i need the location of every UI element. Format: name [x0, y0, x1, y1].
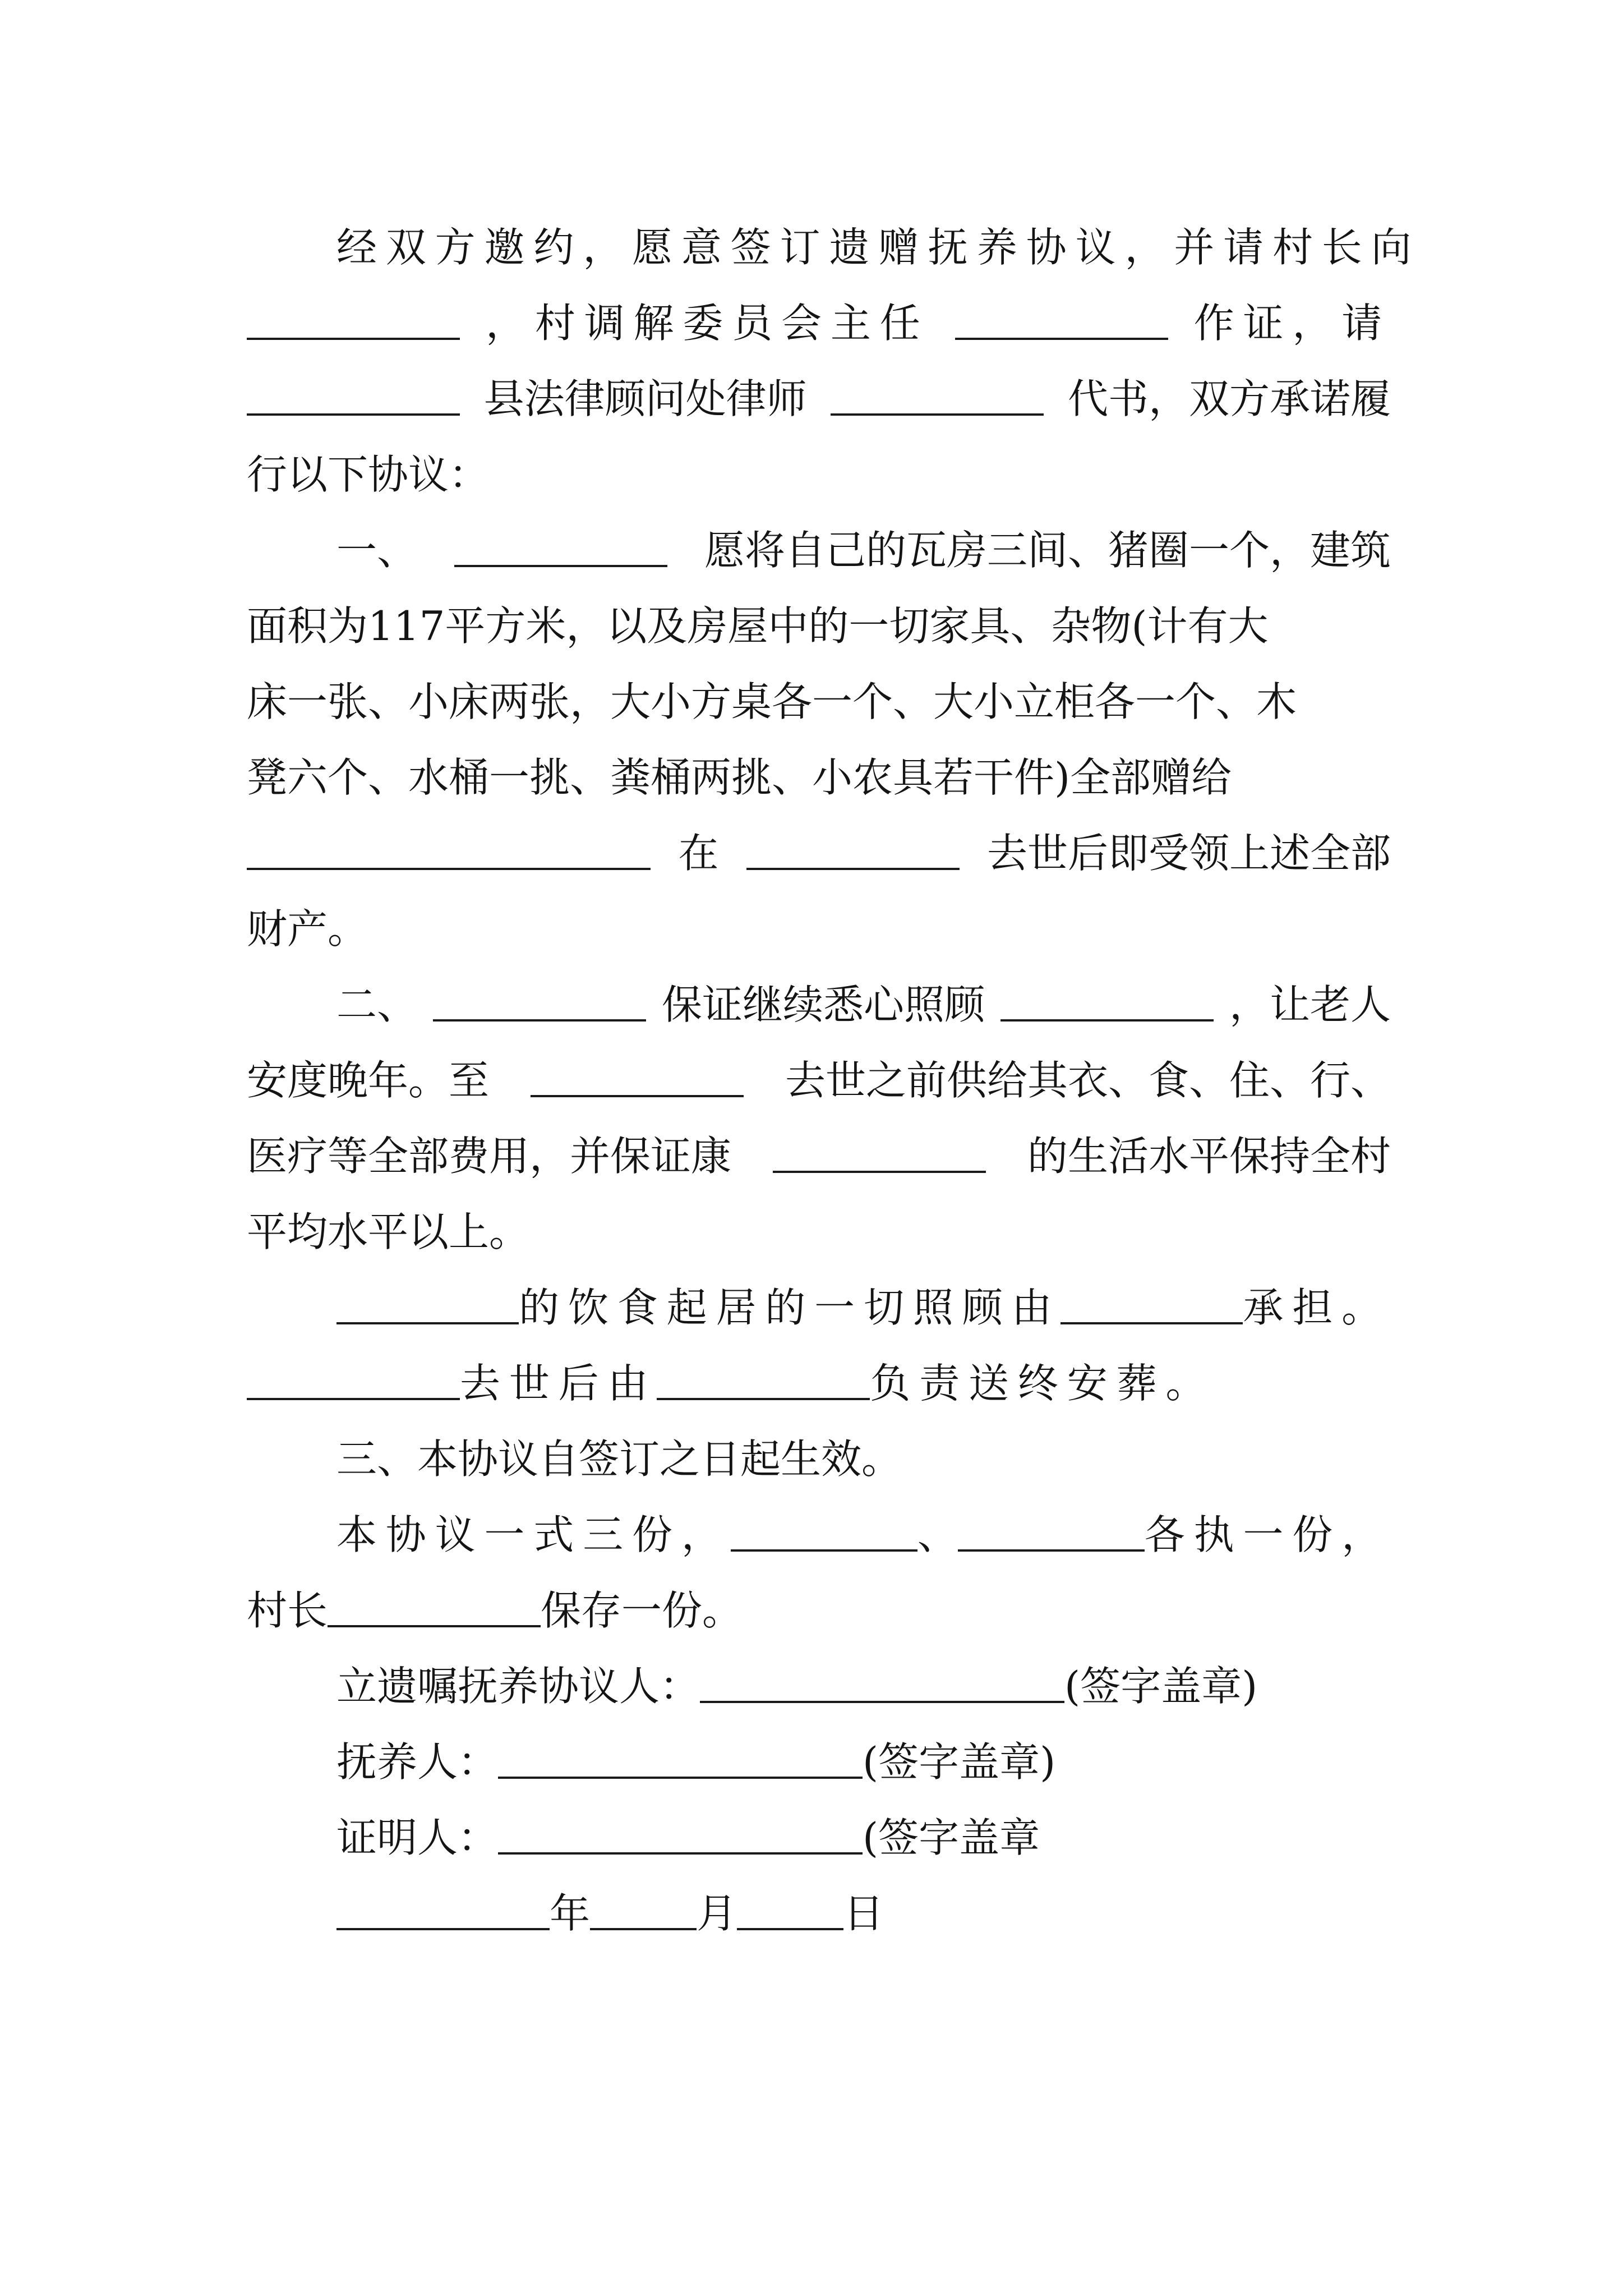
day-label: 日: [843, 1890, 884, 1937]
blank-line: [773, 1133, 986, 1173]
text: 医疗等全部费用，并保证康: [247, 1133, 732, 1180]
text: 凳六个、水桶一挑、粪桶两挑、小农具若干件)全部赠给: [247, 754, 1232, 801]
blank-line: [247, 375, 460, 416]
blank-line: [433, 981, 646, 1022]
p3-line-2: [247, 1038, 1391, 1116]
supporter-label: 抚养人：: [336, 1738, 499, 1786]
text: 经双方邀约，愿意签订遗赠抚养协议，并请村长向: [336, 224, 1421, 271]
blank-line: [247, 300, 460, 340]
text: 财产。: [247, 905, 368, 953]
p6-line-2: [247, 1568, 1391, 1646]
text: 在: [678, 830, 719, 877]
text: 作证，请: [1193, 300, 1391, 347]
p2-line-3: [247, 659, 1391, 738]
text: 二、: [336, 981, 418, 1028]
p4-line-2: [247, 1341, 1391, 1419]
text: 保证继续悉心照顾: [661, 981, 985, 1028]
blank-line: [731, 1511, 917, 1552]
blank-line: [831, 375, 1044, 416]
text: 、: [917, 1511, 958, 1558]
text: 承担。: [1243, 1284, 1391, 1331]
blank-line: [247, 1360, 460, 1400]
text: 县法律顾问处律师: [483, 375, 807, 422]
text: 愿将自己的瓦房三间、猪圈一个，建筑: [704, 527, 1391, 574]
text: ，村调解委员会主任: [486, 300, 929, 347]
witness-suffix: (签字盖章: [863, 1814, 1040, 1861]
p2-line-6: [247, 886, 1391, 965]
p3-line-1: [336, 962, 1391, 1041]
blank-line: [247, 830, 651, 870]
witness-label: 证明人：: [336, 1814, 499, 1861]
blank-line: [657, 1360, 870, 1400]
p2-line-1: [336, 508, 1391, 586]
p1-line-1: [336, 205, 1421, 283]
signature-blank: [700, 1663, 1064, 1703]
text: 安度晚年。至: [247, 1057, 490, 1104]
text: 去世后由: [460, 1360, 657, 1407]
signature-witness: [336, 1795, 1391, 1874]
text: 村长: [247, 1587, 328, 1634]
p1-line-3: [247, 356, 1391, 435]
p4-line-1: [336, 1265, 1391, 1343]
blank-line: [328, 1587, 541, 1627]
blank-line: [531, 1057, 744, 1097]
blank-line: [955, 300, 1168, 340]
text: 去世后即受领上述全部: [986, 830, 1391, 877]
supporter-suffix: (签字盖章): [863, 1738, 1056, 1786]
text: 平均水平以上。: [247, 1208, 530, 1255]
text: 面积为117平方米，以及房屋中的一切家具、杂物(计有大: [247, 602, 1269, 650]
year-label: 年: [550, 1890, 591, 1937]
blank-line: [1000, 981, 1214, 1022]
text: 代书，双方承诺履: [1067, 375, 1391, 422]
p6-line-1: [336, 1492, 1391, 1571]
text: 各执一份，: [1144, 1511, 1391, 1558]
text: 的生活水平保持全村: [1027, 1133, 1391, 1180]
p2-line-2: [247, 583, 1391, 662]
p3-line-3: [247, 1114, 1391, 1192]
text: 保存一份。: [541, 1587, 743, 1634]
signature-blank: [498, 1738, 863, 1779]
text: 三、本协议自签订之日起生效。: [336, 1435, 902, 1483]
text: 床一张、小床两张，大小方桌各一个、大小立柜各一个、木: [247, 678, 1297, 725]
day-blank: [737, 1890, 843, 1930]
p5-line-1: [336, 1416, 1391, 1495]
signature-blank: [498, 1814, 863, 1855]
p2-line-5: [247, 811, 1391, 889]
text: 本协议一式三份，: [336, 1511, 731, 1558]
blank-line: [746, 830, 960, 870]
text: ，让老人: [1229, 981, 1391, 1028]
p1-line-4: [247, 432, 1391, 510]
blank-line: [454, 527, 667, 567]
year-blank: [336, 1890, 550, 1930]
signature-supporter: [336, 1719, 1391, 1798]
blank-line: [336, 1284, 519, 1324]
testator-suffix: (签字盖章): [1064, 1663, 1258, 1710]
testator-label: 立遗嘱抚养协议人：: [336, 1663, 700, 1710]
month-label: 月: [697, 1890, 737, 1937]
date-line: [336, 1871, 1391, 1949]
blank-line: [958, 1511, 1145, 1552]
p2-line-4: [247, 735, 1391, 813]
blank-line: [1061, 1284, 1243, 1324]
text: 负责送终安葬。: [870, 1360, 1215, 1407]
signature-testator: [336, 1644, 1391, 1722]
p3-line-4: [247, 1189, 1391, 1268]
text: 一、: [336, 527, 418, 574]
text: 去世之前供给其衣、食、住、行、: [785, 1057, 1391, 1104]
month-blank: [590, 1890, 697, 1930]
text: 的饮食起居的一切照顾由: [519, 1284, 1061, 1331]
text: 行以下协议：: [247, 451, 490, 498]
p1-line-2: [247, 280, 1391, 359]
